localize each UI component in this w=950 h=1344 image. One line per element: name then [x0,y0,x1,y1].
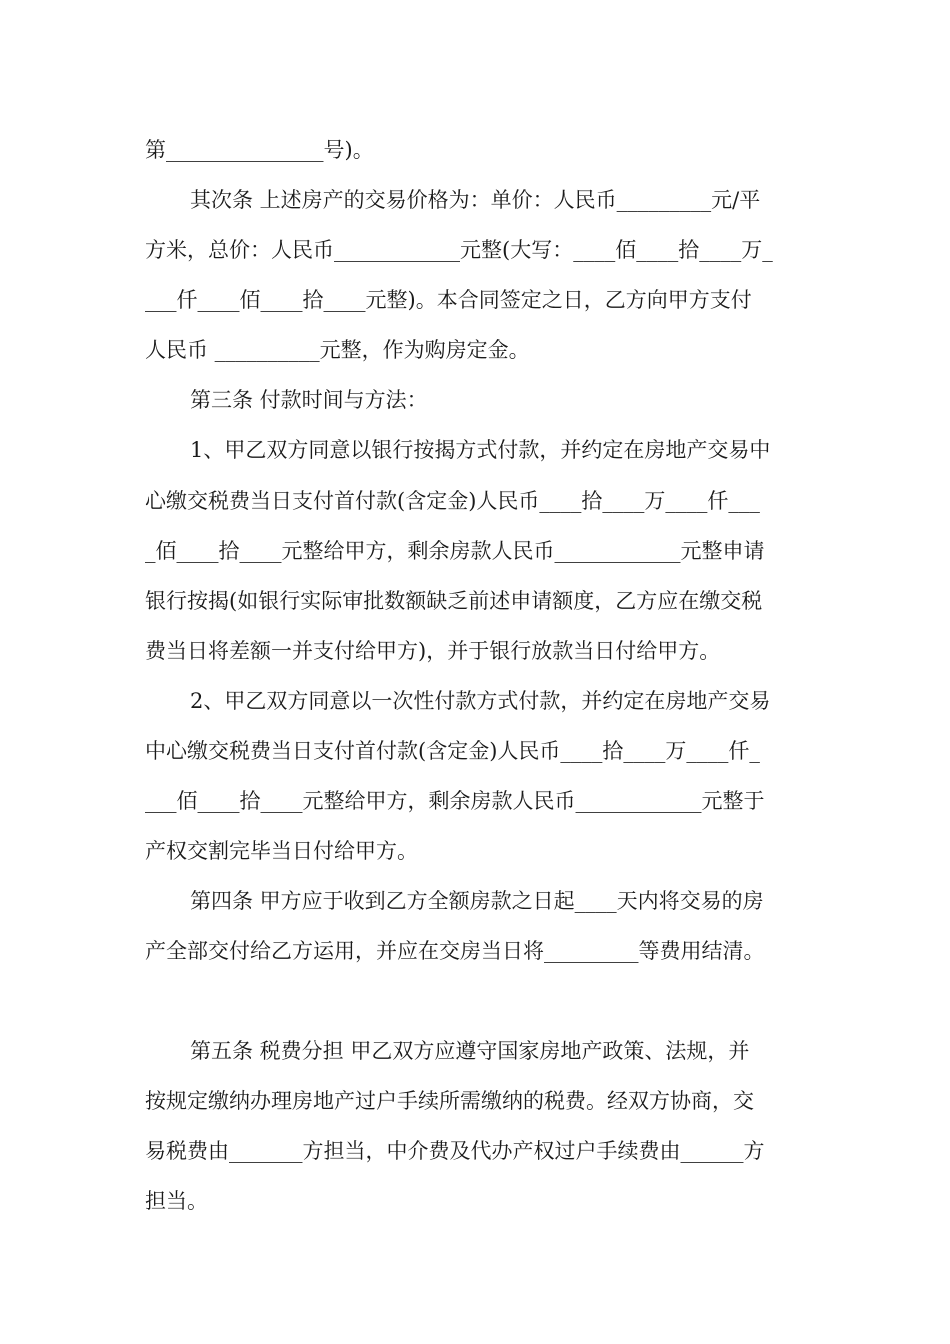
text-line: 担当。 [145,1189,208,1213]
text-line: 心缴交税费当日支付首付款(含定金)人民币____拾____万____仟___ [145,489,760,513]
text-line: 中心缴交税费当日支付首付款(含定金)人民币____拾____万____仟_ [145,739,760,763]
text-line: 银行按揭(如银行实际审批数额缺乏前述申请额度，乙方应在缴交税 [145,589,763,613]
item-1-line: 1、甲乙双方同意以银行按揭方式付款，并约定在房地产交易中 [190,438,771,462]
text-line: 方米，总价：人民币____________元整(大写：____佰____拾____万_ [145,238,773,262]
text-line: 按规定缴纳办理房地产过户手续所需缴纳的税费。经双方协商，交 [145,1089,754,1113]
clause-3-heading-line: 第三条 付款时间与方法： [190,388,428,412]
text-line: 产权交割完毕当日付给甲方。 [145,839,418,863]
text-line: 费当日将差额一并支付给甲方)，并于银行放款当日付给甲方。 [145,639,721,663]
clause-4-heading-line: 第四条 甲方应于收到乙方全额房款之日起____天内将交易的房 [190,889,764,913]
clause-5-heading-line: 第五条 税费分担 甲乙双方应遵守国家房地产政策、法规，并 [190,1039,750,1063]
item-2-line: 2、甲乙双方同意以一次性付款方式付款，并约定在房地产交易 [190,689,771,713]
text-line: ___佰____拾____元整给甲方，剩余房款人民币____________元整于 [145,789,765,813]
text-line: _佰____拾____元整给甲方，剩余房款人民币____________元整申请 [145,539,765,563]
text-line: 人民币 __________元整，作为购房定金。 [145,338,530,362]
text-line: 易税费由_______方担当，中介费及代办产权过户手续费由______方 [145,1139,765,1163]
text-line: 产全部交付给乙方运用，并应在交房当日将_________等费用结清。 [145,939,765,963]
clause-2-heading-line: 其次条 上述房产的交易价格为：单价：人民币_________元/平 [190,188,761,212]
text-line: ___仟____佰____拾____元整)。本合同签定之日，乙方向甲方支付 [145,288,752,312]
text-line: 第_______________号)。 [145,138,374,162]
